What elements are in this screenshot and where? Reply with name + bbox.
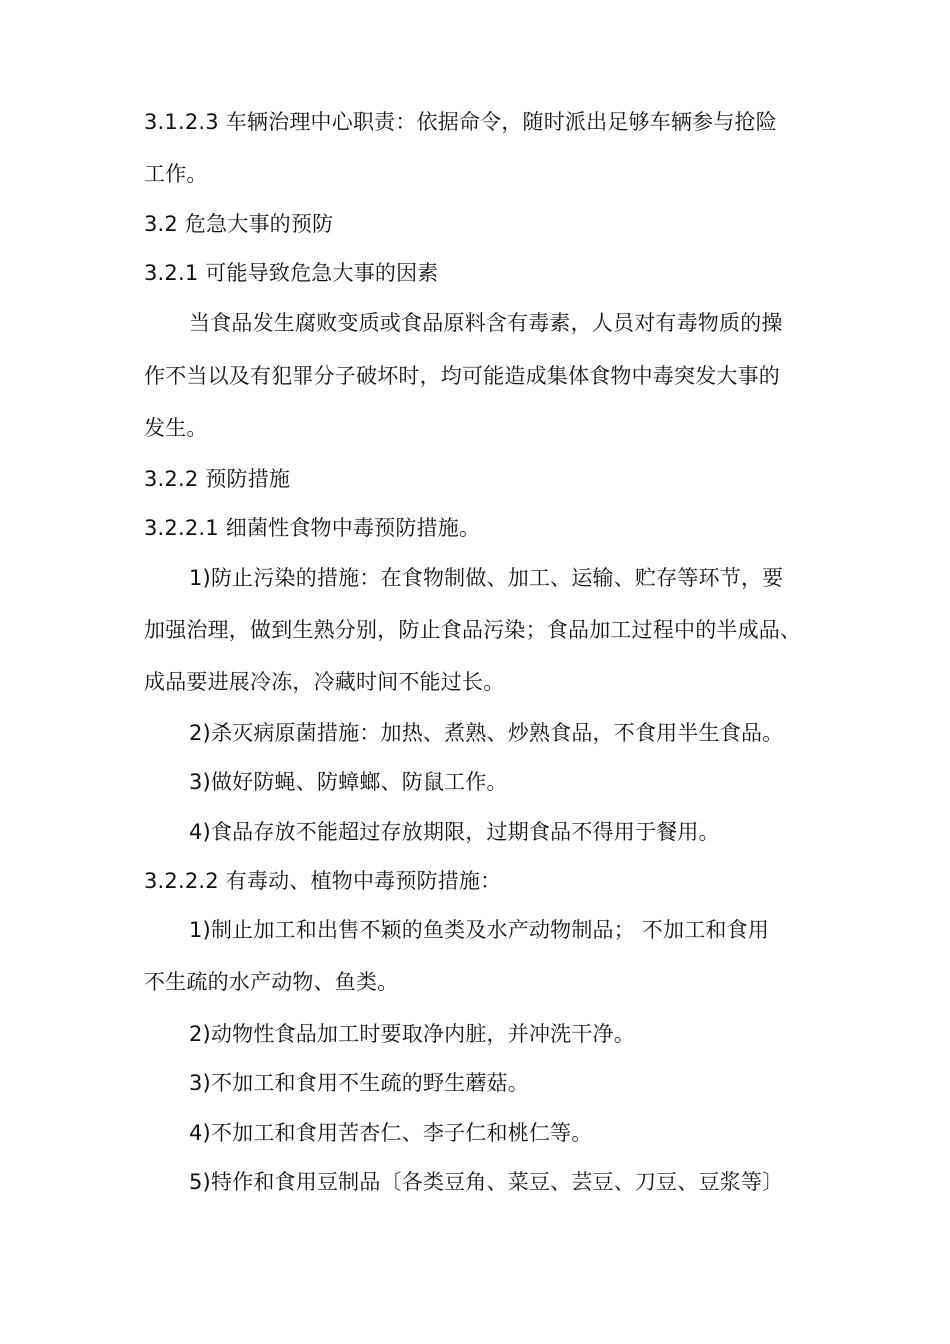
paragraph-line: 作不当以及有犯罪分子破坏时，均可能造成集体食物中毒突发大事的	[144, 364, 780, 388]
list-item: 5)特作和食用豆制品〔各类豆角、菜豆、芸豆、刀豆、豆浆等〕	[189, 1170, 784, 1194]
list-item: 1)防止污染的措施：在食物制做、加工、运输、贮存等环节，要	[189, 566, 784, 590]
section-heading: 3.2.2.1 细菌性食物中毒预防措施。	[144, 516, 481, 540]
list-item-continuation: 不生疏的水产动物、鱼类。	[144, 970, 399, 994]
list-item: 1)制止加工和出售不颖的鱼类及水产动物制品； 不加工和食用	[189, 918, 770, 942]
list-item: 2)动物性食品加工时要取净内脏，并冲洗干净。	[189, 1022, 635, 1046]
section-heading: 3.2.2 预防措施	[144, 467, 291, 491]
list-item-continuation: 加强治理，做到生熟分别，防止食品污染；食品加工过程中的半成品、	[144, 618, 802, 642]
list-item: 4)不加工和食用苦杏仁、李子仁和桃仁等。	[189, 1121, 593, 1145]
text-line: 3.1.2.3 车辆治理中心职责：依据命令，随时派出足够车辆参与抢险	[144, 110, 777, 134]
list-item: 2)杀灭病原菌措施：加热、煮熟、炒熟食品，不食用半生食品。	[189, 721, 784, 745]
list-item: 3)做好防蝇、防蟑螂、防鼠工作。	[189, 770, 508, 794]
paragraph-line: 发生。	[144, 416, 208, 440]
list-item: 3)不加工和食用不生疏的野生蘑菇。	[189, 1071, 529, 1095]
section-heading: 3.2.1 可能导致危急大事的因素	[144, 261, 439, 285]
section-heading: 3.2 危急大事的预防	[144, 212, 334, 236]
list-item-continuation: 成品要进展冷冻，冷藏时间不能过长。	[144, 670, 505, 694]
list-item: 4)食品存放不能超过存放期限，过期食品不得用于餐用。	[189, 820, 720, 844]
text-line: 工作。	[144, 162, 208, 186]
paragraph-line: 当食品发生腐败变质或食品原料含有毒素，人员对有毒物质的操	[189, 311, 783, 335]
section-heading: 3.2.2.2 有毒动、植物中毒预防措施：	[144, 869, 502, 893]
